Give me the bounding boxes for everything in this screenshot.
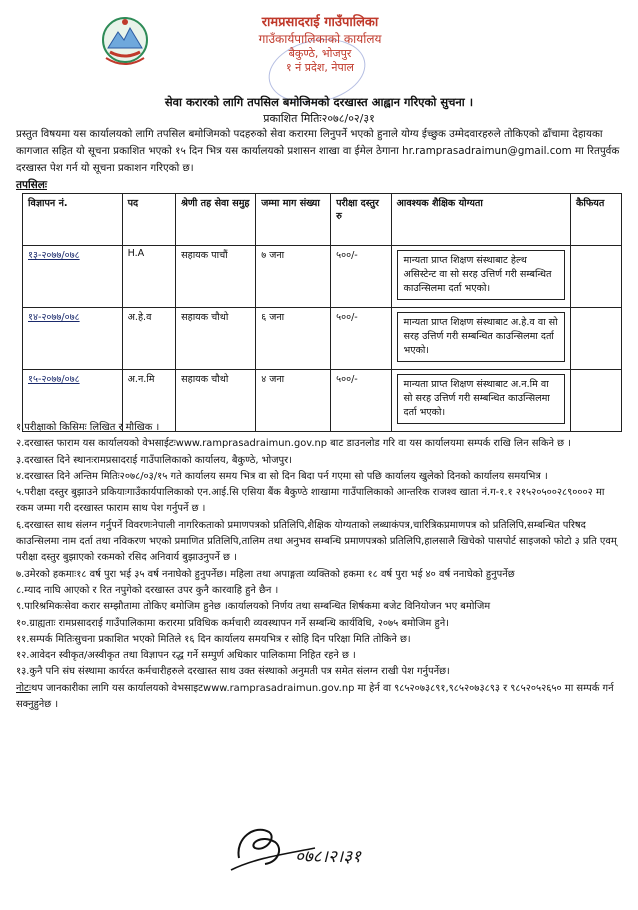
col-header-count: जम्मा माग संख्या	[256, 194, 331, 246]
tapasil-label: तपसिलः	[16, 179, 48, 191]
col-header-qualification: आवश्यक शैक्षिक योग्यता	[391, 194, 571, 246]
signature-date: ०७८।२।३१	[295, 847, 361, 867]
final-note	[16, 681, 624, 714]
office-location: बैकुण्ठे, भोजपुर	[288, 47, 352, 60]
fee: ५००/-	[331, 308, 391, 370]
col-header-remark: कैफियत	[571, 194, 622, 246]
fee: ५००/-	[331, 370, 391, 432]
office-header	[150, 14, 490, 75]
table-row	[23, 308, 622, 370]
notice-title: सेवा करारको लागि तपसिल बमोजिमको दरखास्त आह्वान गरिएको सुचना ।	[164, 95, 474, 109]
intro-paragraph	[16, 126, 624, 177]
remark	[571, 246, 622, 308]
count: ७ जना	[256, 246, 331, 308]
intro-text: प्रस्तुत विषयमा यस कार्यालयको लागि तपसिल बमोजिमको पदहरुको सेवा करारमा लिनुपर्ने भएको हुनाले योग्य ईच्छुक उम्मेदवारहरुले तोकिएको ढाँचामा देहायका कागजात सहित यो सूचना प्रकाशित भएको १५ दिन भित्र यस कार्यालयको प्रशासन शाखा वा ईमेल ठेगाना	[16, 128, 603, 157]
level: सहायक चौथो	[176, 308, 256, 370]
adv-number: १५-२०७७/०७८	[23, 370, 123, 432]
vacancy-table	[22, 193, 622, 432]
note-item: ७.उमेरको हकमाः१८ वर्ष पुरा भई ३५ वर्ष ननाघेको हुनुपर्नेछ। महिला तथा अपाङ्गता व्यक्तिको हकमा १८ वर्ष पुरा भई ४० वर्ष ननाघेको हुनुपर्नेछ	[16, 568, 515, 580]
table-header-row	[23, 194, 622, 246]
post-name: अ.हे.व	[122, 308, 176, 370]
municipality-name: रामप्रसादराई गाउँपालिका	[261, 15, 379, 30]
adv-number: १४-२०७७/०७८	[23, 308, 123, 370]
qualification: मान्यता प्राप्त शिक्षण संस्थाबाट हेल्थ असिस्टेन्ट वा सो सरह उत्तिर्ण गरी सम्बन्धित काउन्सिलमा दर्ता भएको।	[397, 250, 566, 300]
col-header-level: श्रेणी तह सेवा समुह	[176, 194, 256, 246]
note-item: ५.परीक्षा दस्तुर बुझाउने प्रकियाःगाउँकार्यपालिकाको एन.आई.सि एसिया बैंक बैकुण्ठे शाखामा गाउँपालिकाको आन्तरिक राजश्व खाता नं.ग-१.१ २१५२०५००२८९०००२ मा रकम जम्मा गरी दरखास्त फाराम साथ पेश गर्नुपर्ने छ ।	[16, 487, 605, 515]
post-name: H.A	[122, 246, 176, 308]
notes-list	[16, 420, 624, 713]
note-item: ४.दरखास्त दिने अन्तिम मितिः२०७८/०३/१५ गते कार्यालय समय भित्र वा सो दिन बिदा पर्न गएमा सो पछि कार्यालय खुलेको दिनको कार्यालय समयभित्र ।	[16, 470, 548, 482]
level: सहायक पाचौं	[176, 246, 256, 308]
note-item: २.दरखास्त फाराम यस कार्यालयको वेभसाईटःwww.ramprasadraimun.gov.np बाट डाउनलोड गरि वा यस कार्यालयमा सम्पर्क राखि लिन सकिने छ ।	[16, 438, 571, 450]
final-note-text: थप जानकारीका लागि यस कार्यालयको वेभसाइटwww.ramprasadraimun.gov.np मा हेर्न वा ९८५२०७३८९१,९८५२०७३८९३ र ९८५२०५२६५० मा सम्पर्क गर्न सक्नुहुनेछ ।	[16, 682, 614, 711]
qualification: मान्यता प्राप्त शिक्षण संस्थाबाट अ.न.मि वा सो सरह उत्तिर्ण गरी सम्बन्धित काउन्सिलमा दर्ता भएको।	[397, 374, 566, 424]
level: सहायक चौथो	[176, 370, 256, 432]
count: ६ जना	[256, 308, 331, 370]
note-item: १३.कुनै पनि संघ संस्थामा कार्यरत कर्मचारीहरुले दरखास्त साथ उक्त संस्थाको अनुमती पत्र समेत संलग्न राखी पेश गर्नुपर्नेछ।	[16, 666, 450, 678]
province-line: १ नं प्रदेश, नेपाल	[285, 61, 355, 74]
fee: ५००/-	[331, 246, 391, 308]
published-date: प्रकाशित मितिः२०७८/०२/३१	[263, 112, 375, 125]
note-item: ९.पारिश्रमिकःसेवा करार सम्झौतामा तोकिए बमोजिम हुनेछ ।कार्यालयको निर्णय तथा सम्बन्धित शिर्षकमा बजेट विनियोजन भए बमोजिम	[16, 601, 491, 613]
final-note-label: नोटः	[16, 682, 32, 694]
note-item: ८.म्याद नाघि आएको र रित नपुगेको दरखास्त उपर कुनै कारवाहि हुने छैन ।	[16, 584, 279, 596]
count: ४ जना	[256, 370, 331, 432]
col-header-post: पद	[122, 194, 176, 246]
qualification-cell	[391, 308, 571, 370]
note-item: ६.दरखास्त साथ संलग्न गर्नुपर्ने विवरणःनेपाली नागरिकताको प्रमाणपत्रको प्रतिलिपि,शैक्षिक योग्यताको लब्धाकंपत्र,चारित्रिकप्रमाणपत्र को प्रतिलिपि,सम्बन्धित परिषद काउन्सिलमा नाम दर्ता तथा नविकरण भएको प्रमाणित प्रतिलिपि,तालिम तथा अनुभव सम्बन्धि प्रमाणपत्रको प्रतिलिपि,हालसालै खिचेको पासपोर्ट साइजको फोटो ३ प्रति एवम् परीक्षा दस्तुर बुझाएको रकमको रसिद अनिवार्य बुझाउनुपर्ने छ ।	[16, 519, 617, 564]
handwritten-signature	[225, 818, 395, 878]
qualification-cell	[391, 246, 571, 308]
note-item: १.परीक्षाको किसिमः लिखित र मौखिक ।	[16, 422, 160, 433]
note-item: १२.आवेदन स्वीकृत/अस्वीकृत तथा विज्ञापन रद्ध गर्ने सम्पुर्ण अधिकार पालिकामा निहित रहने छ ।	[16, 650, 356, 662]
note-item: ३.दरखास्त दिने स्थानःरामप्रसादराई गाउँपालिकाको कार्यालय, बैकुण्ठे, भोजपुर।	[16, 454, 292, 466]
note-item: १०.ग्राह्यताः रामप्रसादराई गाउँपालिकामा करारमा प्रविधिक कर्मचारी व्यवस्थापन गर्ने सम्बन्धि कार्यविधि, २०७५ बमोजिम हुने।	[16, 617, 449, 629]
nepal-emblem-icon	[100, 14, 150, 70]
qualification: मान्यता प्राप्त शिक्षण संस्थाबाट अ.हे.व वा सो सरह उत्तिर्ण गरी सम्बन्धित काउन्सिलमा दर्ता भएको।	[397, 312, 566, 362]
col-header-fee: परीक्षा दस्तुर रु	[331, 194, 391, 246]
post-name: अ.न.मि	[122, 370, 176, 432]
table-row	[23, 246, 622, 308]
remark	[571, 308, 622, 370]
col-header-adv-no: विज्ञापन नं.	[23, 194, 123, 246]
email-address[interactable]: hr.ramprasadraimun@gmail.com	[402, 145, 572, 157]
office-name: गाउँकार्यपालिकाको कार्यालय	[258, 32, 382, 46]
intro-text-after: मा रितपुर्वक दरखास्त पेश गर्न यो सूचना प्रकाशन गरिएको छ।	[16, 145, 620, 174]
adv-number: १३-२०७७/०७८	[23, 246, 123, 308]
note-item: ११.सम्पर्क मितिःसुचना प्रकाशित भएको मितिले १६ दिन कार्यालय समयभित्र र सोहि दिन परिक्षा मिति तोकिने छ।	[16, 633, 411, 645]
